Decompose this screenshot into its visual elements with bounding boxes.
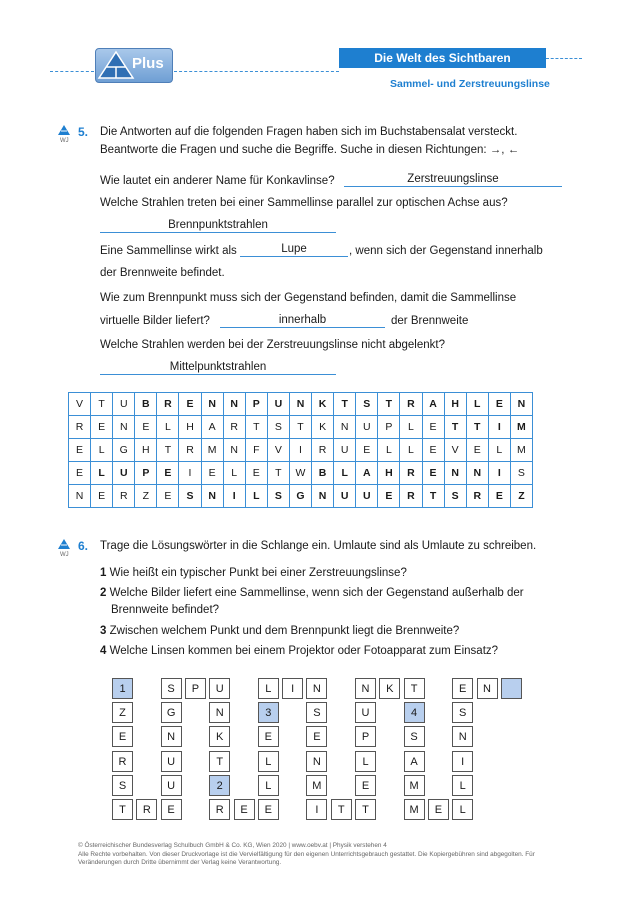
grid-cell[interactable]: N: [510, 393, 532, 416]
task-number: 5.: [78, 125, 89, 139]
task-level-icon: [58, 539, 70, 549]
grid-cell[interactable]: R: [400, 485, 422, 508]
snake-cell[interactable]: T: [209, 751, 230, 772]
snake-cell[interactable]: E: [428, 799, 449, 820]
snake-cell[interactable]: E: [355, 775, 376, 796]
grid-cell[interactable]: S: [267, 485, 289, 508]
snake-cell[interactable]: R: [136, 799, 157, 820]
snake-cell[interactable]: N: [452, 726, 473, 747]
header-rule-left: [50, 71, 94, 72]
grid-cell[interactable]: V: [267, 439, 289, 462]
snake-cell[interactable]: E: [258, 726, 279, 747]
grid-cell[interactable]: R: [400, 462, 422, 485]
grid-cell[interactable]: N: [201, 393, 223, 416]
snake-cell[interactable]: R: [209, 799, 230, 820]
grid-cell[interactable]: G: [113, 439, 135, 462]
snake-cell[interactable]: I: [452, 751, 473, 772]
snake-cell[interactable]: I: [282, 678, 303, 699]
grid-cell[interactable]: R: [179, 439, 201, 462]
grid-cell[interactable]: E: [179, 393, 201, 416]
snake-cell[interactable]: 2: [209, 775, 230, 796]
grid-cell[interactable]: U: [113, 393, 135, 416]
question-text: Wie heißt ein typischer Punkt bei einer Zerstreuungslinse?: [109, 567, 407, 579]
snake-cell[interactable]: E: [258, 799, 279, 820]
snake-cell[interactable]: L: [258, 751, 279, 772]
grid-cell[interactable]: M: [510, 416, 532, 439]
grid-cell[interactable]: W: [289, 462, 311, 485]
grid-cell[interactable]: A: [356, 462, 378, 485]
grid-cell[interactable]: I: [488, 462, 510, 485]
task-intro: Die Antworten auf die folgenden Fragen haben sich im Buchstabensalat versteckt.: [100, 126, 518, 138]
snake-cell[interactable]: K: [209, 726, 230, 747]
snake-cell[interactable]: T: [355, 799, 376, 820]
grid-cell[interactable]: T: [289, 416, 311, 439]
grid-cell[interactable]: N: [69, 485, 91, 508]
snake-cell[interactable]: [501, 678, 522, 699]
snake-cell[interactable]: N: [355, 678, 376, 699]
snake-cell[interactable]: U: [161, 751, 182, 772]
grid-cell[interactable]: N: [201, 485, 223, 508]
question-text: Welche Linsen kommen bei einem Projektor oder Fotoapparat zum Einsatz?: [109, 645, 499, 657]
grid-cell[interactable]: L: [223, 462, 245, 485]
snake-cell[interactable]: N: [477, 678, 498, 699]
grid-cell[interactable]: N: [312, 485, 334, 508]
chapter-subtitle: Sammel- und Zerstreuungslinse: [390, 78, 550, 90]
grid-cell[interactable]: E: [488, 485, 510, 508]
grid-cell[interactable]: R: [113, 485, 135, 508]
snake-cell[interactable]: N: [161, 726, 182, 747]
grid-cell[interactable]: F: [245, 439, 267, 462]
question-text: der Brennweite befindet.: [100, 267, 225, 279]
grid-cell[interactable]: Z: [510, 485, 532, 508]
snake-cell[interactable]: E: [234, 799, 255, 820]
question-text: Welche Bilder liefert eine Sammellinse, wenn sich der Gegenstand außerhalb der: [109, 587, 524, 599]
grid-cell[interactable]: B: [312, 462, 334, 485]
snake-cell[interactable]: N: [306, 678, 327, 699]
snake-cell[interactable]: M: [306, 775, 327, 796]
grid-cell[interactable]: E: [91, 416, 113, 439]
footer-copyright: © Österreichischer Bundesverlag Schulbuch GmbH & Co. KG, Wien 2020 | www.oebv.at | Physik verstehen 4: [78, 842, 387, 849]
grid-cell[interactable]: V: [444, 439, 466, 462]
snake-cell[interactable]: S: [161, 678, 182, 699]
question-text: Brennweite befindet?: [111, 604, 220, 616]
grid-cell[interactable]: I: [223, 485, 245, 508]
grid-cell[interactable]: R: [312, 439, 334, 462]
grid-cell[interactable]: T: [444, 416, 466, 439]
grid-cell[interactable]: N: [289, 393, 311, 416]
grid-cell[interactable]: I: [289, 439, 311, 462]
grid-cell[interactable]: E: [91, 485, 113, 508]
snake-cell[interactable]: U: [355, 702, 376, 723]
question-number: 3: [100, 625, 107, 637]
footer: [78, 842, 535, 868]
grid-cell[interactable]: E: [69, 462, 91, 485]
snake-cell[interactable]: 3: [258, 702, 279, 723]
snake-cell[interactable]: N: [209, 702, 230, 723]
answer-field[interactable]: innerhalb: [220, 313, 385, 328]
header-rule-right: [546, 58, 582, 59]
question-number: 2: [100, 587, 107, 599]
grid-cell[interactable]: L: [245, 485, 267, 508]
grid-cell[interactable]: E: [245, 462, 267, 485]
snake-cell[interactable]: L: [452, 775, 473, 796]
question-text: Welche Strahlen treten bei einer Sammellinse parallel zur optischen Achse aus?: [100, 197, 508, 209]
answer-field[interactable]: Mittelpunktstrahlen: [100, 360, 336, 375]
grid-cell[interactable]: R: [466, 485, 488, 508]
snake-cell[interactable]: L: [258, 775, 279, 796]
grid-cell[interactable]: L: [400, 439, 422, 462]
grid-row: [69, 485, 533, 508]
grid-cell[interactable]: L: [91, 462, 113, 485]
grid-cell[interactable]: U: [356, 416, 378, 439]
snake-cell[interactable]: S: [306, 702, 327, 723]
logo-text: Plus: [132, 55, 164, 72]
task-number: 6.: [78, 539, 89, 553]
header-rule-mid: [174, 71, 339, 72]
footer-rights: Alle Rechte vorbehalten. Von dieser Druckvorlage ist die Vervielfältigung für den eigenen Unterrichtsgebrauch gestattet. Die Kopiergebühren sind abgegolten. Für: [78, 850, 535, 858]
grid-cell[interactable]: I: [179, 462, 201, 485]
grid-cell[interactable]: N: [113, 416, 135, 439]
question-text: Eine Sammellinse wirkt als: [100, 245, 237, 257]
grid-cell[interactable]: E: [422, 439, 444, 462]
grid-cell[interactable]: E: [157, 485, 179, 508]
snake-cell[interactable]: T: [331, 799, 352, 820]
grid-cell[interactable]: U: [113, 462, 135, 485]
task-intro: Trage die Lösungswörter in die Schlange ein. Umlaute sind als Umlaute zu schreiben.: [100, 540, 537, 552]
grid-cell[interactable]: P: [135, 462, 157, 485]
snake-cell[interactable]: U: [209, 678, 230, 699]
snake-cell[interactable]: P: [355, 726, 376, 747]
snake-cell[interactable]: I: [306, 799, 327, 820]
grid-cell[interactable]: S: [444, 485, 466, 508]
grid-cell[interactable]: R: [69, 416, 91, 439]
task-badge: WJ: [60, 138, 69, 144]
grid-cell[interactable]: T: [334, 393, 356, 416]
question-text: Welche Strahlen werden bei der Zerstreuungslinse nicht abgelenkt?: [100, 339, 445, 351]
grid-cell[interactable]: R: [400, 393, 422, 416]
question-text: virtuelle Bilder liefert?: [100, 315, 210, 327]
snake-cell[interactable]: M: [404, 799, 425, 820]
snake-cell[interactable]: U: [161, 775, 182, 796]
grid-cell[interactable]: L: [334, 462, 356, 485]
grid-cell[interactable]: T: [378, 393, 400, 416]
answer-field[interactable]: Zerstreuungslinse: [344, 172, 562, 187]
snake-cell[interactable]: S: [404, 726, 425, 747]
snake-cell[interactable]: M: [404, 775, 425, 796]
grid-cell[interactable]: H: [378, 462, 400, 485]
grid-cell[interactable]: H: [444, 393, 466, 416]
snake-cell[interactable]: A: [404, 751, 425, 772]
snake-cell[interactable]: Z: [112, 702, 133, 723]
grid-cell[interactable]: V: [69, 393, 91, 416]
grid-cell[interactable]: E: [135, 416, 157, 439]
grid-cell[interactable]: I: [488, 416, 510, 439]
snake-cell[interactable]: L: [355, 751, 376, 772]
footer-rights: Veränderungen durch Dritte übernimmt der Verlag keine Verantwortung.: [78, 859, 282, 866]
question-text: Wie lautet ein anderer Name für Konkavlinse?: [100, 175, 335, 187]
task-level-icon: [58, 125, 70, 135]
grid-cell[interactable]: T: [422, 485, 444, 508]
grid-cell[interactable]: U: [356, 485, 378, 508]
answer-field[interactable]: Lupe: [240, 242, 348, 257]
grid-cell[interactable]: E: [201, 462, 223, 485]
question-text: Zwischen welchem Punkt und dem Brennpunkt liegt die Brennweite?: [109, 625, 460, 637]
grid-cell[interactable]: N: [223, 393, 245, 416]
grid-cell[interactable]: H: [179, 416, 201, 439]
question-text: Wie zum Brennpunkt muss sich der Gegenstand befinden, damit die Sammellinse: [100, 292, 517, 304]
grid-cell[interactable]: K: [312, 393, 334, 416]
grid-cell[interactable]: R: [223, 416, 245, 439]
snake-cell[interactable]: T: [112, 799, 133, 820]
snake-cell[interactable]: 4: [404, 702, 425, 723]
snake-cell[interactable]: E: [161, 799, 182, 820]
grid-cell[interactable]: E: [157, 462, 179, 485]
grid-cell[interactable]: P: [378, 416, 400, 439]
question-text: , wenn sich der Gegenstand innerhalb: [349, 245, 543, 257]
grid-cell[interactable]: L: [157, 416, 179, 439]
snake-cell[interactable]: T: [404, 678, 425, 699]
grid-cell[interactable]: M: [201, 439, 223, 462]
grid-cell[interactable]: L: [466, 393, 488, 416]
snake-cell[interactable]: S: [112, 775, 133, 796]
grid-cell[interactable]: K: [312, 416, 334, 439]
question-text: der Brennweite: [391, 315, 469, 327]
grid-cell[interactable]: T: [157, 439, 179, 462]
snake-cell[interactable]: L: [258, 678, 279, 699]
snake-cell[interactable]: E: [112, 726, 133, 747]
grid-cell[interactable]: B: [135, 393, 157, 416]
grid-cell[interactable]: T: [267, 462, 289, 485]
grid-cell[interactable]: S: [356, 393, 378, 416]
question-item: [100, 586, 524, 601]
question-item: [100, 566, 407, 581]
snake-cell[interactable]: K: [379, 678, 400, 699]
grid-cell[interactable]: E: [69, 439, 91, 462]
grid-cell[interactable]: Z: [135, 485, 157, 508]
grid-cell[interactable]: N: [466, 462, 488, 485]
chapter-title: Die Welt des Sichtbaren: [339, 48, 546, 68]
question-number: 4: [100, 645, 107, 657]
grid-cell[interactable]: U: [267, 393, 289, 416]
question-item: [100, 644, 498, 659]
grid-row: [69, 462, 533, 485]
question-number: 1: [100, 567, 107, 579]
grid-cell[interactable]: R: [157, 393, 179, 416]
grid-cell[interactable]: M: [510, 439, 532, 462]
grid-cell[interactable]: E: [488, 393, 510, 416]
snake-cell[interactable]: N: [306, 751, 327, 772]
grid-cell[interactable]: P: [245, 393, 267, 416]
grid-cell[interactable]: L: [488, 439, 510, 462]
grid-cell[interactable]: N: [444, 462, 466, 485]
grid-cell[interactable]: T: [466, 416, 488, 439]
grid-cell[interactable]: S: [510, 462, 532, 485]
grid-cell[interactable]: E: [422, 462, 444, 485]
grid-cell[interactable]: E: [422, 416, 444, 439]
grid-cell[interactable]: T: [245, 416, 267, 439]
grid-row: [69, 393, 533, 416]
grid-cell[interactable]: L: [378, 439, 400, 462]
grid-row: [69, 439, 533, 462]
grid-cell[interactable]: N: [223, 439, 245, 462]
grid-cell[interactable]: E: [466, 439, 488, 462]
snake-cell[interactable]: G: [161, 702, 182, 723]
grid-cell[interactable]: G: [289, 485, 311, 508]
snake-cell[interactable]: E: [452, 678, 473, 699]
grid-cell[interactable]: T: [91, 393, 113, 416]
grid-cell[interactable]: L: [400, 416, 422, 439]
grid-cell[interactable]: A: [201, 416, 223, 439]
task-badge: WJ: [60, 552, 69, 558]
snake-cell[interactable]: S: [452, 702, 473, 723]
task-intro: Beantworte die Fragen und suche die Begriffe. Suche in diesen Richtungen: →, ←: [100, 144, 520, 156]
answer-field[interactable]: Brennpunktstrahlen: [100, 218, 336, 233]
grid-cell[interactable]: L: [91, 439, 113, 462]
grid-cell[interactable]: E: [378, 485, 400, 508]
grid-cell[interactable]: N: [334, 416, 356, 439]
grid-cell[interactable]: A: [422, 393, 444, 416]
grid-cell[interactable]: U: [334, 485, 356, 508]
grid-row: [69, 416, 533, 439]
snake-puzzle: [112, 678, 532, 828]
grid-cell[interactable]: E: [356, 439, 378, 462]
grid-cell[interactable]: S: [267, 416, 289, 439]
grid-cell[interactable]: H: [135, 439, 157, 462]
snake-cell[interactable]: P: [185, 678, 206, 699]
snake-cell[interactable]: 1: [112, 678, 133, 699]
snake-cell[interactable]: R: [112, 751, 133, 772]
question-item: [100, 624, 459, 639]
word-search-grid: [68, 392, 533, 508]
grid-cell[interactable]: S: [179, 485, 201, 508]
grid-cell[interactable]: U: [334, 439, 356, 462]
snake-cell[interactable]: E: [306, 726, 327, 747]
snake-cell[interactable]: L: [452, 799, 473, 820]
